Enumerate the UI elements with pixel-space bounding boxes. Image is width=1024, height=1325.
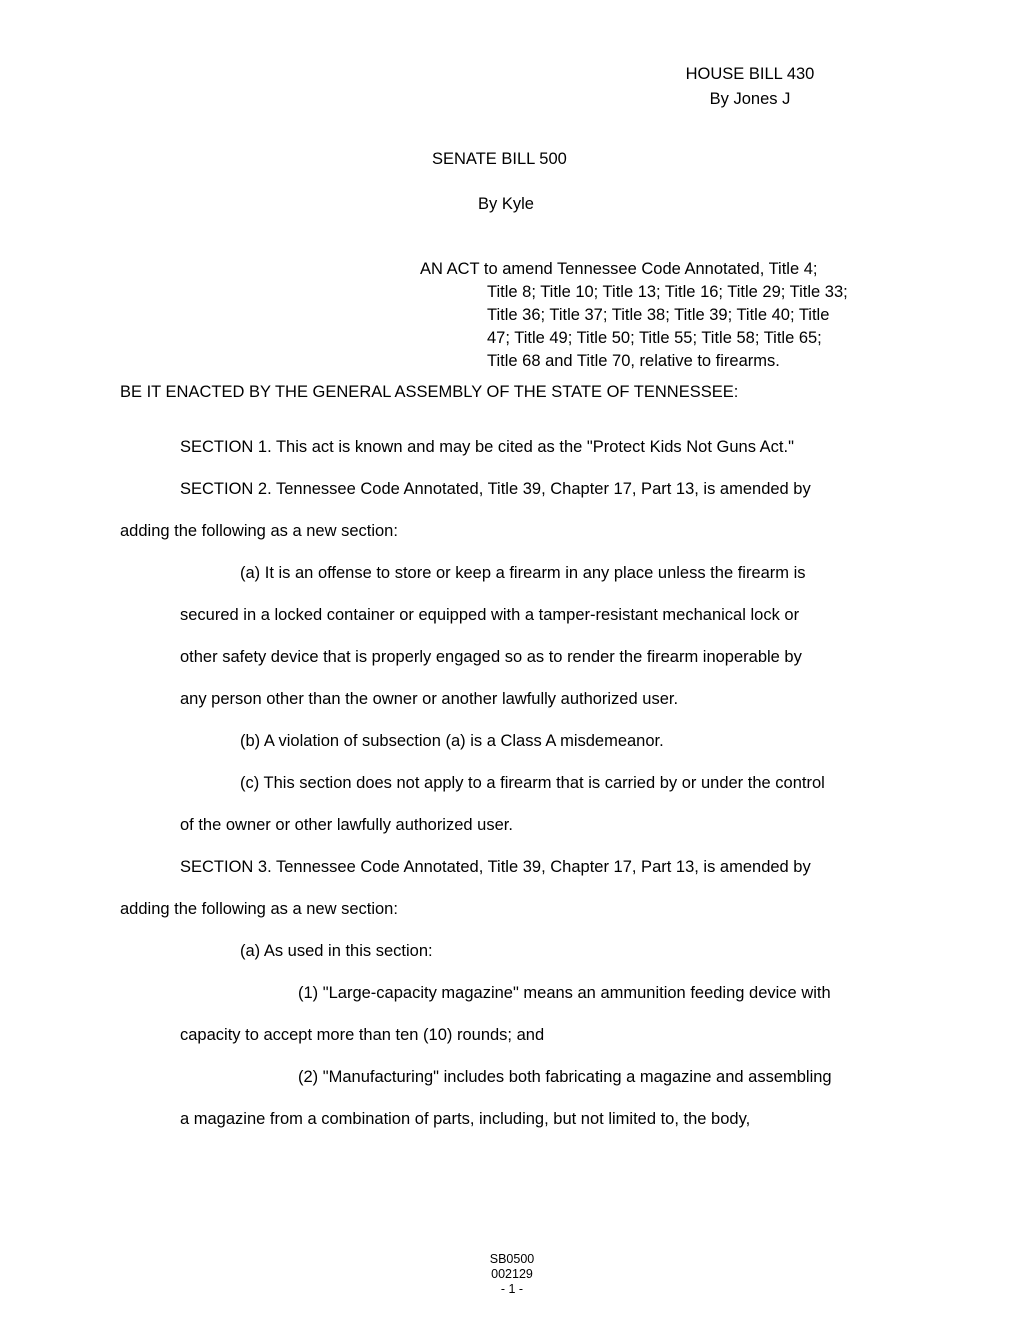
senate-bill-sponsor: By Kyle: [478, 195, 534, 213]
senate-bill-number: SENATE BILL 500: [432, 150, 567, 168]
act-long-title: [420, 258, 920, 373]
body-line: (a) As used in this section:: [240, 942, 433, 960]
house-bill-number: HOUSE BILL 430: [685, 65, 815, 83]
page-footer: [0, 1252, 1024, 1297]
body-line: SECTION 3. Tennessee Code Annotated, Title 39, Chapter 17, Part 13, is amended by: [180, 858, 811, 876]
body-line: a magazine from a combination of parts, including, but not limited to, the body,: [180, 1110, 751, 1128]
act-title-line: AN ACT to amend Tennessee Code Annotated, Title 4;: [420, 260, 818, 278]
body-line: other safety device that is properly engaged so as to render the firearm inoperable by: [180, 648, 802, 666]
body-line: (c) This section does not apply to a firearm that is carried by or under the control: [240, 774, 825, 792]
body-line: adding the following as a new section:: [120, 900, 398, 918]
house-bill-sponsor: By Jones J: [709, 90, 791, 108]
body-line: (a) It is an offense to store or keep a firearm in any place unless the firearm is: [240, 564, 806, 582]
house-bill-caption: [560, 62, 940, 112]
footer-control-number: 002129: [491, 1267, 533, 1281]
body-line: secured in a locked container or equipped with a tamper-resistant mechanical lock or: [180, 606, 800, 624]
footer-page-marker: - 1 -: [500, 1282, 524, 1296]
footer-document-number: SB0500: [489, 1252, 535, 1266]
body-line: SECTION 1. This act is known and may be cited as the "Protect Kids Not Guns Act.": [180, 438, 794, 456]
enacting-clause: BE IT ENACTED BY THE GENERAL ASSEMBLY OF THE STATE OF TENNESSEE:: [120, 383, 739, 401]
body-line: of the owner or other lawfully authorized user.: [180, 816, 513, 834]
body-line: any person other than the owner or another lawfully authorized user.: [180, 690, 679, 708]
act-title-line: Title 8; Title 10; Title 13; Title 16; Title 29; Title 33;: [487, 283, 848, 301]
bill-body: [0, 426, 1024, 1140]
body-line: capacity to accept more than ten (10) rounds; and: [180, 1026, 545, 1044]
act-title-line: 47; Title 49; Title 50; Title 55; Title 58; Title 65;: [487, 329, 822, 347]
body-line: adding the following as a new section:: [120, 522, 398, 540]
body-line: (1) "Large-capacity magazine" means an ammunition feeding device with: [298, 984, 831, 1002]
body-lines: [0, 426, 1024, 1140]
body-line: (b) A violation of subsection (a) is a Class A misdemeanor.: [240, 732, 664, 750]
body-line: (2) "Manufacturing" includes both fabricating a magazine and assembling: [298, 1068, 832, 1086]
act-title-line: Title 36; Title 37; Title 38; Title 39; Title 40; Title: [487, 306, 830, 324]
act-title-line: Title 68 and Title 70, relative to firearms.: [487, 352, 780, 370]
body-line: SECTION 2. Tennessee Code Annotated, Title 39, Chapter 17, Part 13, is amended by: [180, 480, 811, 498]
